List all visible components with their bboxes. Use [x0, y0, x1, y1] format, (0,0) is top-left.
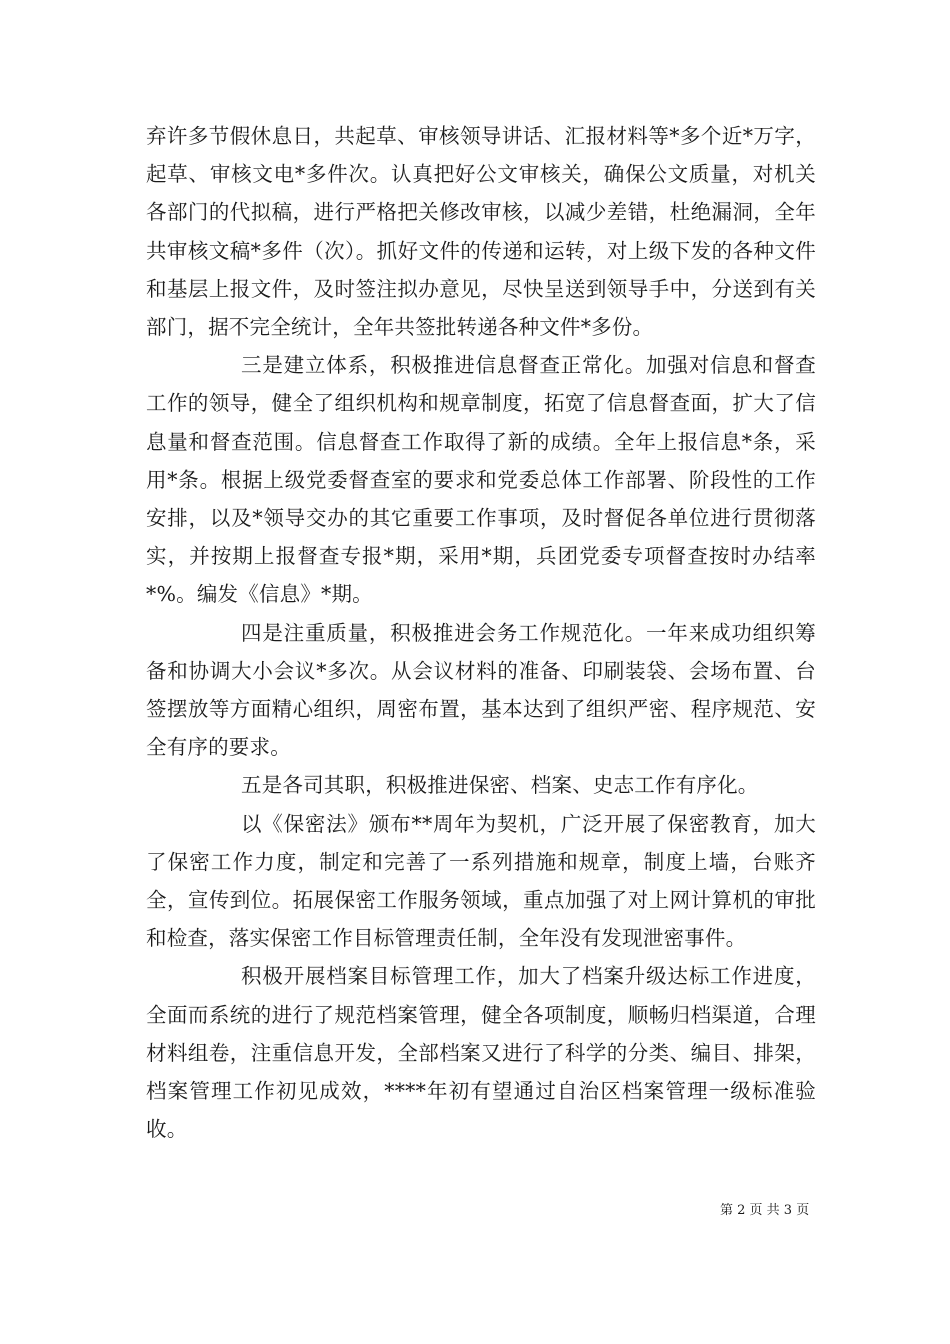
paragraph-4: 五是各司其职，积极推进保密、档案、史志工作有序化。: [241, 773, 759, 798]
paragraph-2: 三是建立体系，积极推进信息督查正常化。加强对信息和督查工作的领导，健全了组织机构和规章制度，拓宽了信息督查面，扩大了信息量和督查范围。信息督查工作取得了新的成绩。全年上报信息*条，采用*条。根据上级党委督查室的要求和党委总体工作部署、阶段性的工作安排，以及*领导交办的其它重要工作事项，及时督促各单位进行贯彻落实，并按期上报督查专报*期，采用*期，兵团党委专项督查按时办结率*%。编发《信息》*期。: [146, 353, 816, 607]
paragraph-1: 弃许多节假休息日，共起草、审核领导讲话、汇报材料等*多个近*万字，起草、审核文电*多件次。认真把好公文审核关，确保公文质量，对机关各部门的代拟稿，进行严格把关修改审核，以减少差错，杜绝漏洞，全年共审核文稿*多件（次）。抓好文件的传递和运转，对上级下发的各种文件和基层上报文件，及时签注拟办意见，尽快呈送到领导手中，分送到有关部门，据不完全统计，全年共签批转递各种文件*多份。: [146, 124, 816, 340]
page-number-footer: 第 2 页 共 3 页: [720, 1203, 810, 1218]
paragraph-3: 四是注重质量，积极推进会务工作规范化。一年来成功组织筹备和协调大小会议*多次。从会议材料的准备、印刷装袋、会场布置、台签摆放等方面精心组织，周密布置，基本达到了组织严密、程序规范、安全有序的要求。: [146, 620, 816, 760]
paragraph-6: 积极开展档案目标管理工作，加大了档案升级达标工作进度，全面而系统的进行了规范档案管理，健全各项制度，顺畅归档渠道，合理材料组卷，注重信息开发，全部档案又进行了科学的分类、编目、排架，档案管理工作初见成效，****年初有望通过自治区档案管理一级标准验收。: [146, 964, 816, 1142]
document-body: [146, 117, 816, 1148]
paragraph-5: 以《保密法》颁布**周年为契机，广泛开展了保密教育，加大了保密工作力度，制定和完善了一系列措施和规章，制度上墙，台账齐全，宣传到位。拓展保密工作服务领域，重点加强了对上网计算机的审批和检查，落实保密工作目标管理责任制，全年没有发现泄密事件。: [146, 811, 816, 951]
